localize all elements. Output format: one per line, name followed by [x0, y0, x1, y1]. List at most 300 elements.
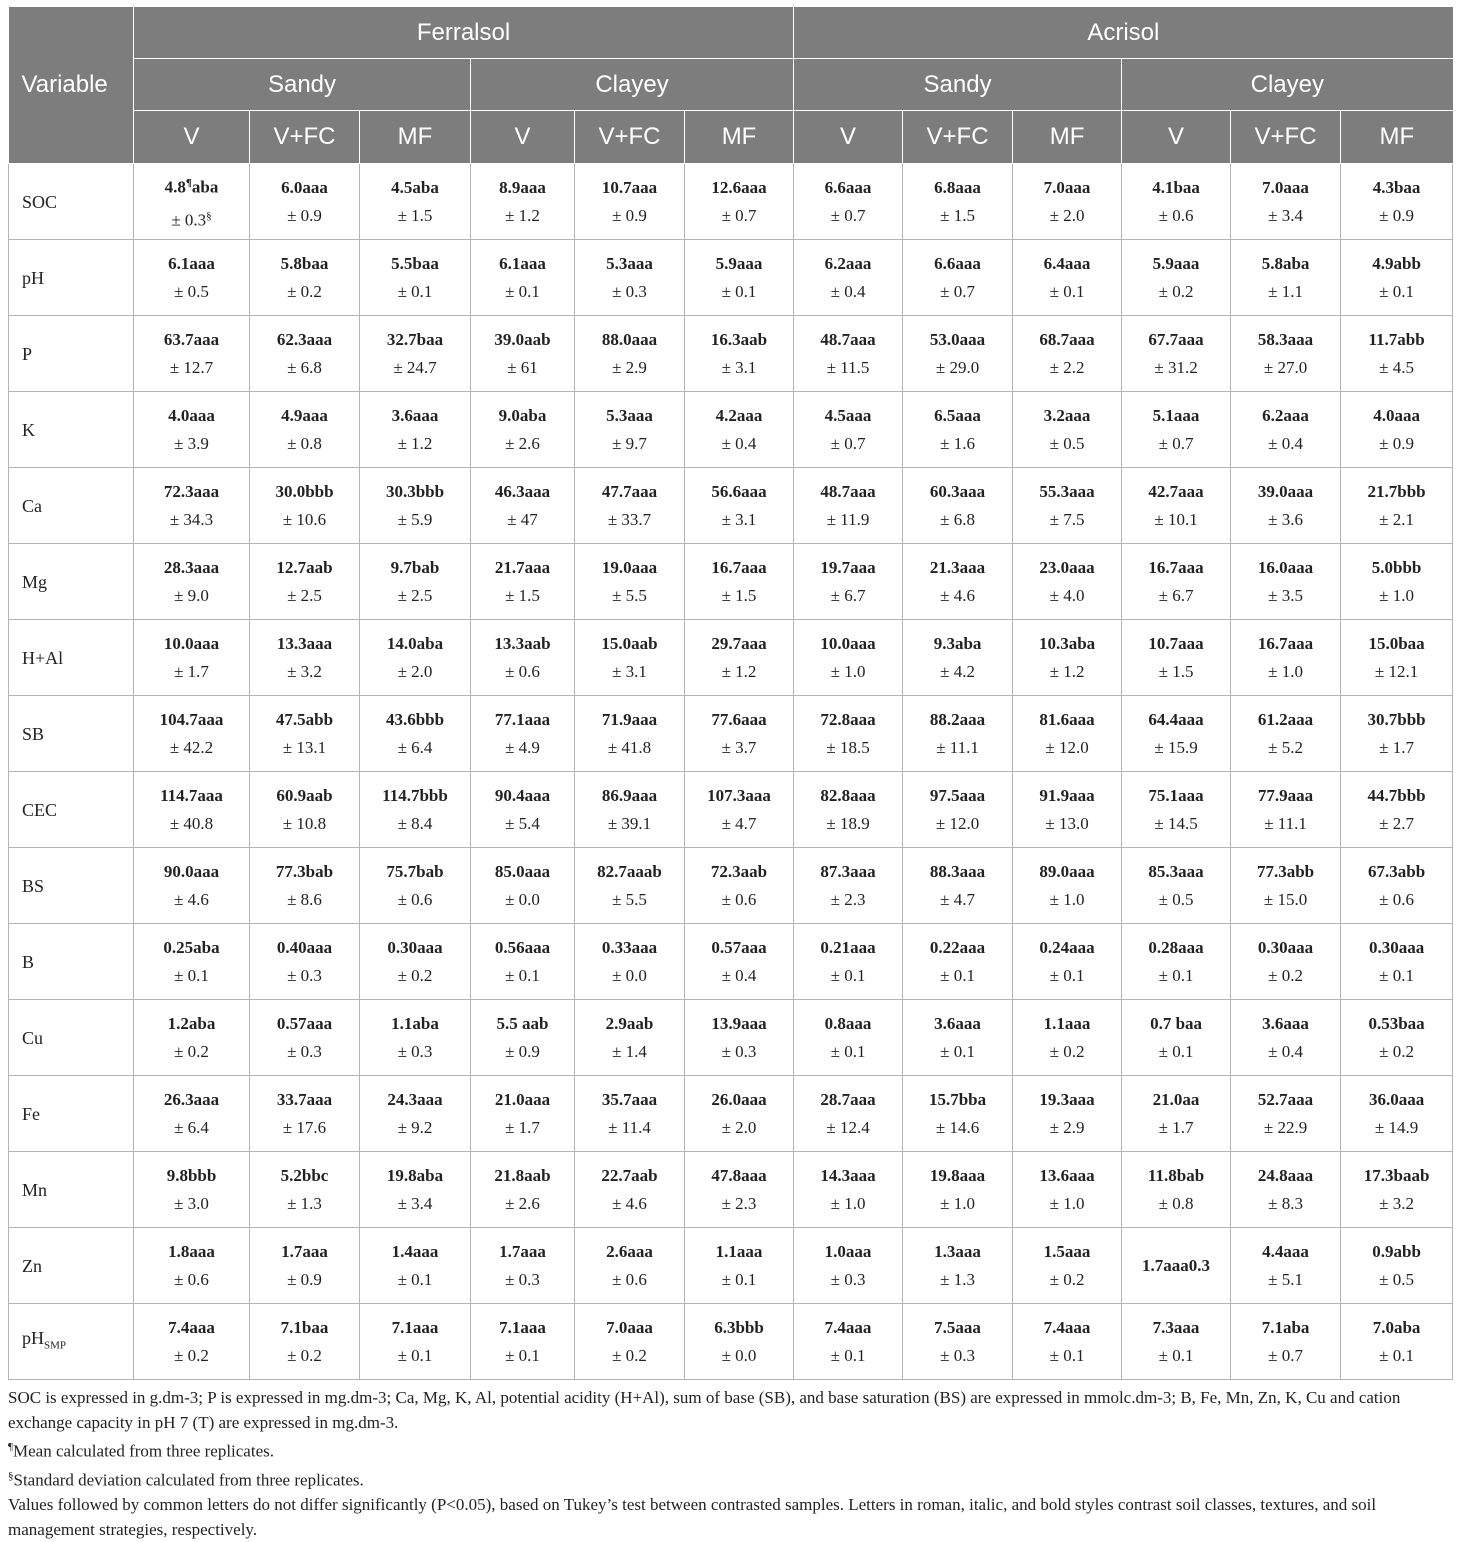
cell-value: 10.0aaa	[163, 633, 220, 653]
cell-value: 10.0aaa	[820, 633, 876, 653]
cell-sd: ± 4.0	[1049, 585, 1085, 605]
variable-label: $pH_{SMP}$	[9, 1304, 134, 1380]
table-cell	[794, 392, 903, 468]
cell-value: 48.7aaa	[820, 481, 876, 501]
cell-value: 28.7aaa	[820, 1089, 876, 1109]
soil-properties-table	[8, 7, 1453, 1380]
cell-value: 21.3aaa	[929, 557, 986, 577]
table-cell	[903, 696, 1013, 772]
cell-value: 72.3aaa	[163, 481, 220, 501]
table-cell	[471, 1076, 575, 1152]
cell-sd: ± 4.7	[940, 889, 975, 909]
cell-value: 1.7aaa	[281, 1241, 328, 1261]
table-cell	[250, 696, 360, 772]
treatment-header: V	[134, 111, 250, 164]
table-cell	[360, 848, 471, 924]
soil-header-ferralsol: Ferralsol	[134, 7, 794, 59]
table-cell	[250, 1304, 360, 1380]
table-cell	[1341, 1228, 1453, 1304]
treatment-header: V+FC	[250, 111, 360, 164]
table-cell	[471, 392, 575, 468]
cell-value: 56.6aaa	[711, 481, 767, 501]
treatment-header: MF	[1013, 111, 1122, 164]
cell-sd: ± 0.8	[287, 433, 322, 453]
table-cell	[1231, 1000, 1341, 1076]
table-cell	[794, 848, 903, 924]
cell-sd: ± 0.1	[1158, 1041, 1194, 1061]
cell-sd: ± 0.2	[1268, 965, 1303, 985]
cell-value: 6.4aaa	[1043, 253, 1091, 273]
table-cell	[471, 924, 575, 1000]
table-cell	[794, 164, 903, 240]
cell-value: 43.6bbb	[385, 709, 445, 729]
cell-sd: ± 4.6	[174, 889, 209, 909]
cell-sd: ± 3.6	[1268, 509, 1303, 529]
cell-sd: ± 10.6	[282, 509, 327, 529]
cell-value: 55.3aaa	[1039, 481, 1095, 501]
variable-label: CEC	[9, 772, 134, 848]
table-cell	[1122, 848, 1231, 924]
cell-value: 5.5 aab	[496, 1013, 549, 1033]
table-cell	[1341, 544, 1453, 620]
cell-value: 29.7aaa	[711, 633, 767, 653]
table-body	[9, 164, 1453, 1380]
cell-value: 21.0aaa	[494, 1089, 551, 1109]
cell-sd: ± 0.1	[1158, 1345, 1194, 1365]
cell-sd: ± 0.9	[287, 205, 322, 225]
table-cell	[250, 544, 360, 620]
table-row	[9, 240, 1453, 316]
cell-value: 0.30aaa	[387, 937, 443, 957]
cell-value: 63.7aaa	[163, 329, 220, 349]
cell-sd: ± 1.7	[174, 661, 209, 681]
cell-value: 1.1aaa	[1043, 1013, 1091, 1033]
cell-value: 4.5aaa	[824, 405, 872, 425]
cell-sd: ± 3.2	[1379, 1193, 1414, 1213]
cell-sd: ± 0.6	[612, 1269, 647, 1289]
cell-value: 10.3aba	[1038, 633, 1096, 653]
cell-value: 8.9aaa	[499, 177, 546, 197]
cell-value: 19.7aaa	[820, 557, 876, 577]
cell-value: 88.2aaa	[929, 709, 986, 729]
table-row	[9, 696, 1453, 772]
cell-value: 4.3baa	[1372, 177, 1421, 197]
table-cell	[685, 696, 794, 772]
cell-value: 97.5aaa	[929, 785, 986, 805]
cell-value: 21.0aa	[1152, 1089, 1200, 1109]
cell-sd: ± 2.1	[1379, 509, 1414, 529]
cell-sd: ± 47	[507, 509, 538, 529]
cell-value: 72.8aaa	[820, 709, 876, 729]
treatment-header: MF	[1341, 111, 1453, 164]
table-cell	[360, 392, 471, 468]
cell-sd: ± 0.1	[1379, 1345, 1414, 1365]
cell-sd: ± 0.1	[830, 965, 866, 985]
table-cell	[685, 316, 794, 392]
cell-value: 6.1aaa	[168, 253, 215, 273]
cell-value: 3.6aaa	[1262, 1013, 1309, 1033]
table-cell	[1122, 1000, 1231, 1076]
cell-sd: ± 14.9	[1374, 1117, 1419, 1137]
cell-sd: ± 40.8	[169, 813, 214, 833]
table-cell	[1013, 848, 1122, 924]
cell-value: 19.8aba	[386, 1165, 444, 1185]
table-cell	[903, 848, 1013, 924]
cell-value: 1.3aaa	[934, 1241, 981, 1261]
cell-value: 10.7aaa	[1148, 633, 1204, 653]
cell-sd: ± 0.1	[397, 1345, 433, 1365]
cell-value: 16.7aaa	[1257, 633, 1314, 653]
table-cell	[360, 468, 471, 544]
cell-value: 4.0aaa	[168, 405, 215, 425]
cell-sd: ± 5.1	[1268, 1269, 1303, 1289]
table-cell	[685, 392, 794, 468]
cell-sd: ± 0.3	[830, 1269, 866, 1289]
cell-sd: ± 1.5	[721, 585, 757, 605]
cell-value: 26.0aaa	[711, 1089, 767, 1109]
table-cell	[134, 848, 250, 924]
cell-sd: ± 4.6	[940, 585, 975, 605]
table-cell	[1013, 1000, 1122, 1076]
cell-value: 0.57aaa	[711, 937, 767, 957]
cell-sd: ± 0.2	[287, 1345, 322, 1365]
table-cell	[1122, 1076, 1231, 1152]
table-cell	[471, 696, 575, 772]
table-cell	[685, 848, 794, 924]
table-cell	[471, 240, 575, 316]
table-cell	[1013, 772, 1122, 848]
sd-note: §Standard deviation calculated from three replicates.	[8, 1470, 364, 1490]
cell-sd: ± 24.7	[393, 357, 437, 377]
cell-value: 4.5aba	[391, 177, 439, 197]
table-cell	[1341, 1076, 1453, 1152]
cell-value: 0.28aaa	[1148, 937, 1204, 957]
cell-value: 0.33aaa	[601, 937, 658, 957]
table-cell	[1341, 240, 1453, 316]
cell-value: 15.0aab	[601, 633, 658, 653]
table-footnotes	[8, 1386, 1454, 1542]
table-cell	[360, 620, 471, 696]
cell-value: 0.30aaa	[1368, 937, 1425, 957]
table-cell	[794, 620, 903, 696]
table-cell	[134, 772, 250, 848]
table-cell	[794, 1228, 903, 1304]
cell-sd: ± 0.0	[612, 965, 647, 985]
cell-value: 16.3aab	[710, 329, 768, 349]
cell-value: 114.7aaa	[160, 785, 223, 805]
cell-sd: ± 0.2	[1049, 1041, 1085, 1061]
table-container	[8, 7, 1452, 1380]
table-cell	[1122, 772, 1231, 848]
variable-label: pH	[9, 240, 134, 316]
table-cell	[1122, 164, 1231, 240]
table-row	[9, 1228, 1453, 1304]
cell-sd: ± 5.5	[612, 585, 647, 605]
table-cell	[575, 240, 685, 316]
cell-value: 81.6aaa	[1039, 709, 1095, 729]
cell-sd: ± 31.2	[1154, 357, 1198, 377]
table-cell	[250, 924, 360, 1000]
cell-value: 19.0aaa	[601, 557, 658, 577]
table-cell	[575, 1000, 685, 1076]
cell-value: 0.57aaa	[276, 1013, 333, 1033]
cell-value: 67.3abb	[1367, 861, 1426, 881]
table-cell	[134, 544, 250, 620]
cell-sd: ± 0.1	[505, 1345, 540, 1365]
cell-value: 64.4aaa	[1148, 709, 1204, 729]
cell-sd: ± 0.7	[940, 281, 975, 301]
cell-value: 58.3aaa	[1257, 329, 1314, 349]
table-cell	[1341, 848, 1453, 924]
table-cell	[250, 468, 360, 544]
cell-sd: ± 2.9	[612, 357, 647, 377]
table-cell	[1341, 924, 1453, 1000]
cell-sd: ± 8.3	[1268, 1193, 1303, 1213]
cell-sd: ± 2.0	[721, 1117, 757, 1137]
cell-sd: ± 0.2	[1158, 281, 1194, 301]
letters-note: Values followed by common letters do not differ significantly (P<0.05), based on Tukey’s test between contrasted samples. Letters in roman, italic, and bold styles contrast soil classes, textures, and soil management strategies, respectively.	[8, 1495, 1377, 1539]
cell-value: 0.53baa	[1368, 1013, 1425, 1033]
table-cell	[1013, 1304, 1122, 1380]
cell-sd: ± 1.4	[612, 1041, 647, 1061]
cell-value: 5.2bbc	[280, 1165, 329, 1185]
table-row	[9, 924, 1453, 1000]
cell-value: 62.3aaa	[276, 329, 333, 349]
cell-sd: ± 0.9	[287, 1269, 322, 1289]
table-cell	[1231, 1304, 1341, 1380]
cell-value: 4.8¶aba	[164, 176, 219, 197]
table-cell	[360, 1228, 471, 1304]
cell-sd: ± 10.1	[1154, 509, 1198, 529]
cell-value: 2.6aaa	[606, 1241, 653, 1261]
cell-value: 1.1aaa	[715, 1241, 763, 1261]
cell-sd: ± 1.0	[940, 1193, 975, 1213]
cell-value: 6.2aaa	[824, 253, 872, 273]
cell-value: 7.1aaa	[391, 1317, 439, 1337]
cell-sd: ± 6.8	[287, 357, 322, 377]
table-cell	[1122, 240, 1231, 316]
cell-value: 11.7abb	[1368, 329, 1425, 349]
treatment-header: V+FC	[1231, 111, 1341, 164]
cell-sd: ± 1.0	[1049, 889, 1085, 909]
table-cell	[360, 240, 471, 316]
cell-value: 21.7bbb	[1367, 481, 1426, 501]
table-cell	[1122, 1152, 1231, 1228]
table-cell	[1231, 240, 1341, 316]
cell-sd: ± 0.1	[1379, 965, 1414, 985]
variable-label: SB	[9, 696, 134, 772]
cell-sd: ± 4.5	[1379, 357, 1414, 377]
cell-value: 1.4aaa	[391, 1241, 439, 1261]
cell-sd: ± 15.0	[1263, 889, 1308, 909]
cell-value: 77.3bab	[275, 861, 334, 881]
table-cell	[360, 1152, 471, 1228]
cell-value: 48.7aaa	[820, 329, 876, 349]
cell-sd: ± 0.1	[505, 965, 540, 985]
cell-sd: ± 2.2	[1049, 357, 1085, 377]
table-row	[9, 164, 1453, 240]
cell-value: 61.2aaa	[1257, 709, 1314, 729]
table-cell	[794, 316, 903, 392]
cell-value: 1.0aaa	[824, 1241, 872, 1261]
cell-value: 0.8aaa	[824, 1013, 872, 1033]
cell-value: 11.8bab	[1147, 1165, 1205, 1185]
table-cell	[1231, 468, 1341, 544]
table-cell	[685, 772, 794, 848]
table-cell	[471, 164, 575, 240]
cell-sd: ± 0.4	[721, 965, 757, 985]
table-cell	[794, 1152, 903, 1228]
cell-sd: ± 11.4	[608, 1117, 651, 1137]
table-cell	[360, 772, 471, 848]
cell-sd: ± 0.3	[940, 1345, 975, 1365]
cell-sd: ± 10.8	[282, 813, 327, 833]
table-cell	[1013, 316, 1122, 392]
cell-sd: ± 0.5	[1379, 1269, 1414, 1289]
table-cell	[134, 392, 250, 468]
cell-sd: ± 0.4	[1268, 1041, 1303, 1061]
variable-label: Zn	[9, 1228, 134, 1304]
cell-sd: ± 0.4	[830, 281, 866, 301]
cell-sd: ± 29.0	[935, 357, 980, 377]
table-cell	[134, 696, 250, 772]
table-cell	[1122, 1304, 1231, 1380]
cell-sd: ± 42.2	[169, 737, 214, 757]
treatment-header: V	[471, 111, 575, 164]
cell-value: 82.8aaa	[820, 785, 876, 805]
table-cell	[685, 924, 794, 1000]
cell-sd: ± 1.5	[505, 585, 540, 605]
cell-value: 47.8aaa	[711, 1165, 767, 1185]
cell-sd: ± 1.2	[397, 433, 433, 453]
cell-sd: ± 1.6	[940, 433, 975, 453]
table-row	[9, 392, 1453, 468]
cell-value: 5.1aaa	[1152, 405, 1200, 425]
table-row	[9, 1000, 1453, 1076]
texture-header: Clayey	[1122, 59, 1453, 111]
table-cell	[1341, 1152, 1453, 1228]
texture-header: Sandy	[794, 59, 1122, 111]
cell-sd: ± 0.9	[1379, 205, 1414, 225]
cell-value: 17.3baab	[1363, 1165, 1430, 1185]
cell-sd: ± 1.1	[1268, 281, 1303, 301]
cell-sd: ± 1.0	[1268, 661, 1303, 681]
cell-sd: ± 0.2	[397, 965, 433, 985]
table-cell	[575, 772, 685, 848]
cell-sd: ± 12.0	[935, 813, 980, 833]
cell-sd: ± 2.0	[397, 661, 433, 681]
table-cell	[1013, 240, 1122, 316]
table-cell	[685, 240, 794, 316]
cell-value: 47.7aaa	[601, 481, 658, 501]
cell-sd: ± 0.1	[830, 1041, 866, 1061]
cell-value: 1.7aaa0.3	[1142, 1255, 1211, 1275]
table-cell	[1231, 696, 1341, 772]
cell-sd: ± 0.1	[1049, 281, 1085, 301]
cell-sd: ± 2.7	[1379, 813, 1414, 833]
table-row	[9, 544, 1453, 620]
table-cell	[1231, 924, 1341, 1000]
cell-value: 114.7bbb	[382, 785, 448, 805]
table-cell	[903, 1228, 1013, 1304]
cell-value: 4.0aaa	[1373, 405, 1420, 425]
table-cell	[794, 468, 903, 544]
treatment-header: V	[794, 111, 903, 164]
cell-value: 86.9aaa	[601, 785, 658, 805]
table-cell	[250, 1000, 360, 1076]
table-cell	[575, 1304, 685, 1380]
table-cell	[1013, 696, 1122, 772]
cell-value: 6.0aaa	[281, 177, 328, 197]
table-cell	[1341, 1304, 1453, 1380]
texture-header: Clayey	[471, 59, 794, 111]
cell-value: 42.7aaa	[1148, 481, 1204, 501]
cell-value: 47.5abb	[275, 709, 334, 729]
table-cell	[685, 164, 794, 240]
cell-sd: ± 61	[507, 357, 538, 377]
cell-value: 16.0aaa	[1257, 557, 1314, 577]
cell-sd: ± 0.9	[505, 1041, 540, 1061]
cell-sd: ± 1.0	[830, 1193, 866, 1213]
cell-sd: ± 0.1	[1049, 965, 1085, 985]
cell-sd: ± 1.0	[1379, 585, 1414, 605]
table-cell	[1231, 316, 1341, 392]
table-cell	[1122, 544, 1231, 620]
table-cell	[1341, 620, 1453, 696]
table-cell	[471, 848, 575, 924]
cell-value: 35.7aaa	[601, 1089, 658, 1109]
treatment-header: MF	[360, 111, 471, 164]
cell-value: 0.7 baa	[1150, 1013, 1203, 1033]
cell-sd: ± 1.7	[1379, 737, 1414, 757]
cell-sd: ± 15.9	[1154, 737, 1198, 757]
variable-label: K	[9, 392, 134, 468]
table-cell	[1013, 392, 1122, 468]
table-cell	[903, 316, 1013, 392]
table-cell	[685, 544, 794, 620]
cell-value: 24.8aaa	[1257, 1165, 1314, 1185]
cell-sd: ± 1.2	[505, 205, 540, 225]
cell-value: 89.0aaa	[1039, 861, 1095, 881]
mean-note: ¶Mean calculated from three replicates.	[8, 1441, 274, 1461]
cell-sd: ± 0.0	[505, 889, 540, 909]
cell-value: 0.56aaa	[494, 937, 551, 957]
cell-value: 21.7aaa	[494, 557, 551, 577]
cell-value: 52.7aaa	[1257, 1089, 1314, 1109]
cell-sd: ± 2.0	[1049, 205, 1085, 225]
cell-value: 5.8baa	[280, 253, 329, 273]
cell-sd: ± 0.2	[174, 1345, 209, 1365]
cell-sd: ± 0.6	[1379, 889, 1414, 909]
table-cell	[250, 772, 360, 848]
table-cell	[575, 848, 685, 924]
cell-sd: ± 0.1	[721, 1269, 757, 1289]
table-cell	[685, 1076, 794, 1152]
cell-value: 4.4aaa	[1262, 1241, 1309, 1261]
cell-sd: ± 0.6	[505, 661, 540, 681]
cell-value: 9.0aba	[498, 405, 547, 425]
cell-sd: ± 0.1	[721, 281, 757, 301]
table-cell	[134, 468, 250, 544]
cell-sd: ± 0.7	[1268, 1345, 1303, 1365]
cell-value: 12.6aaa	[711, 177, 767, 197]
variable-label: H+Al	[9, 620, 134, 696]
cell-sd: ± 33.7	[607, 509, 652, 529]
table-cell	[575, 696, 685, 772]
cell-value: 1.2aba	[167, 1013, 216, 1033]
cell-sd: ± 3.5	[1268, 585, 1303, 605]
cell-value: 44.7bbb	[1367, 785, 1426, 805]
